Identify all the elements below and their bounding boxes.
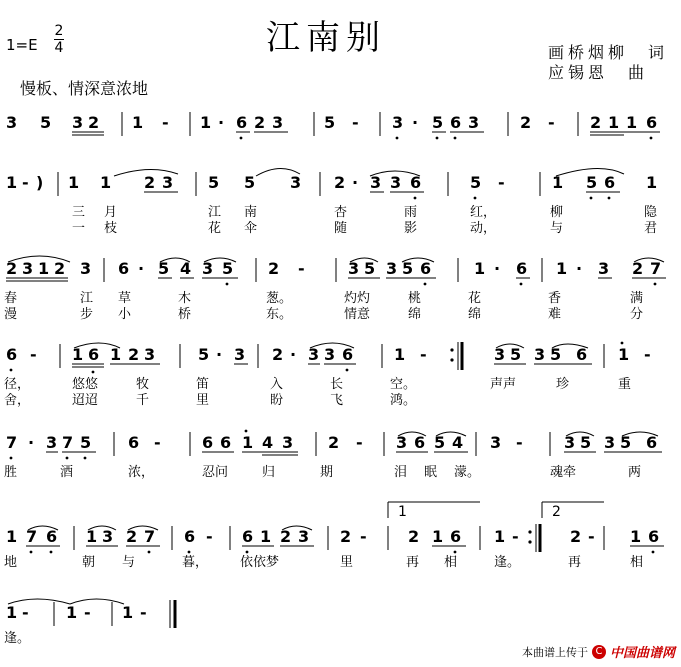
svg-text:3: 3 — [468, 113, 480, 132]
svg-text:·: · — [352, 173, 359, 192]
svg-text:伞: 伞 — [244, 221, 258, 236]
svg-text:-: - — [22, 603, 29, 622]
svg-text:酒: 酒 — [60, 465, 74, 480]
svg-text:·: · — [576, 259, 583, 278]
svg-text:5: 5 — [364, 259, 376, 278]
svg-text:依依梦: 依依梦 — [240, 555, 280, 570]
svg-text:魂牵: 魂牵 — [550, 465, 577, 480]
staff-row-6 — [0, 498, 681, 570]
svg-text:6: 6 — [88, 345, 100, 364]
svg-text:红，: 红， — [470, 205, 497, 220]
svg-text:7: 7 — [62, 433, 74, 452]
svg-text:2: 2 — [328, 433, 340, 452]
svg-text:再: 再 — [406, 555, 420, 570]
svg-text:2: 2 — [6, 259, 18, 278]
svg-text:-: - — [644, 345, 651, 364]
svg-text:1: 1 — [608, 113, 620, 132]
svg-text:3: 3 — [162, 173, 174, 192]
svg-text:6: 6 — [342, 345, 354, 364]
svg-text:1: 1 — [86, 527, 98, 546]
svg-text:5: 5 — [402, 259, 414, 278]
svg-text:6: 6 — [410, 173, 422, 192]
svg-text:4: 4 — [180, 259, 192, 278]
svg-text:3: 3 — [308, 345, 320, 364]
svg-text:-: - — [298, 259, 305, 278]
site-name[interactable]: 中国曲谱网 — [609, 646, 675, 661]
tempo-marking: 慢板、情深意浓地 — [20, 79, 149, 98]
svg-text:2: 2 — [268, 259, 280, 278]
staff-row-2 — [0, 168, 681, 236]
svg-text:-: - — [206, 527, 213, 546]
svg-text:3: 3 — [534, 345, 546, 364]
svg-text:6: 6 — [450, 113, 462, 132]
svg-text:6: 6 — [450, 527, 462, 546]
svg-text:3: 3 — [80, 259, 92, 278]
svg-text:柳: 柳 — [550, 205, 564, 220]
svg-text:3: 3 — [272, 113, 284, 132]
svg-text:1: 1 — [494, 527, 506, 546]
svg-text:6: 6 — [6, 345, 18, 364]
svg-text:难: 难 — [548, 307, 562, 322]
svg-text:忍问: 忍问 — [202, 465, 229, 480]
svg-text:5: 5 — [80, 433, 92, 452]
svg-text:1: 1 — [630, 527, 642, 546]
svg-text:小: 小 — [118, 307, 132, 322]
svg-text:6: 6 — [516, 259, 528, 278]
svg-text:逢。: 逢。 — [4, 631, 31, 646]
svg-text:1: 1 — [100, 173, 112, 192]
svg-text:5: 5 — [222, 259, 234, 278]
svg-text:5: 5 — [510, 345, 522, 364]
lyricist: 画桥烟柳 词 — [548, 43, 669, 62]
svg-text:5: 5 — [158, 259, 170, 278]
svg-text:2: 2 — [590, 113, 602, 132]
svg-text:·: · — [412, 113, 419, 132]
staff-row-3 — [0, 254, 681, 322]
svg-text:-: - — [162, 113, 169, 132]
svg-text:3: 3 — [348, 259, 360, 278]
svg-text:·: · — [28, 433, 35, 452]
svg-text:3: 3 — [386, 259, 398, 278]
svg-text:-: - — [512, 527, 519, 546]
svg-text:-: - — [154, 433, 161, 452]
svg-text:2: 2 — [570, 527, 582, 546]
svg-text:-: - — [516, 433, 523, 452]
svg-text:1: 1 — [556, 259, 568, 278]
svg-text:暮，: 暮， — [182, 555, 209, 570]
staff-row-5 — [0, 428, 681, 480]
svg-text:葱。: 葱。 — [266, 291, 293, 306]
svg-text:2: 2 — [408, 527, 420, 546]
staff-row-6-marks — [0, 498, 681, 568]
svg-text:1: 1 — [72, 345, 84, 364]
svg-text:再: 再 — [568, 555, 582, 570]
footer — [522, 642, 675, 661]
svg-text:枝: 枝 — [104, 221, 118, 236]
svg-text:-: - — [30, 345, 37, 364]
svg-text:4: 4 — [262, 433, 274, 452]
key-signature: 1=E — [6, 36, 38, 54]
staff-row-7 — [0, 592, 681, 646]
time-signature — [54, 24, 64, 55]
svg-text:1: 1 — [200, 113, 212, 132]
svg-text:径，: 径， — [4, 377, 31, 392]
svg-text:-: - — [22, 173, 29, 192]
svg-text:6: 6 — [646, 433, 658, 452]
svg-text:6: 6 — [420, 259, 432, 278]
svg-text:鸿。: 鸿。 — [390, 393, 417, 408]
svg-text:): ) — [36, 173, 44, 192]
staff-row-5-marks — [0, 428, 681, 484]
svg-text:·: · — [216, 345, 223, 364]
svg-text:江: 江 — [80, 291, 94, 306]
svg-text:1: 1 — [626, 113, 638, 132]
svg-text:3: 3 — [324, 345, 336, 364]
svg-text:5: 5 — [550, 345, 562, 364]
svg-text:3: 3 — [102, 527, 114, 546]
svg-text:·: · — [494, 259, 501, 278]
svg-text:春: 春 — [4, 291, 18, 306]
svg-text:2: 2 — [126, 527, 138, 546]
svg-text:5: 5 — [470, 173, 482, 192]
staff-row-7-marks — [0, 592, 300, 646]
time-top: 2 — [54, 23, 64, 39]
svg-text:3: 3 — [604, 433, 616, 452]
svg-text:-: - — [352, 113, 359, 132]
svg-text:3: 3 — [494, 345, 506, 364]
svg-text:江: 江 — [208, 205, 222, 220]
svg-text:飞: 飞 — [330, 393, 344, 408]
svg-text:7: 7 — [26, 527, 38, 546]
svg-text:珍: 珍 — [556, 377, 570, 392]
svg-text:-: - — [360, 527, 367, 546]
svg-text:6: 6 — [576, 345, 588, 364]
svg-text:2: 2 — [520, 113, 532, 132]
svg-text:3: 3 — [370, 173, 382, 192]
svg-text:-: - — [498, 173, 505, 192]
svg-text:千: 千 — [136, 393, 150, 408]
svg-text:6: 6 — [646, 113, 658, 132]
svg-text:满: 满 — [630, 291, 644, 306]
svg-text:7: 7 — [144, 527, 156, 546]
svg-text:·: · — [290, 345, 297, 364]
svg-text:6: 6 — [46, 527, 58, 546]
svg-text:2: 2 — [334, 173, 346, 192]
svg-text:6: 6 — [242, 527, 254, 546]
svg-text:入: 入 — [270, 377, 284, 392]
svg-text:3: 3 — [390, 173, 402, 192]
svg-text:空。: 空。 — [390, 377, 417, 392]
svg-text:影: 影 — [404, 221, 418, 236]
svg-text:濛。: 濛。 — [454, 465, 481, 480]
svg-text:7: 7 — [6, 433, 18, 452]
time-bottom: 4 — [54, 40, 64, 56]
svg-text:悠悠: 悠悠 — [72, 377, 99, 392]
svg-text:1: 1 — [68, 173, 80, 192]
svg-text:浓，: 浓， — [128, 465, 155, 480]
svg-text:杏: 杏 — [334, 205, 348, 220]
svg-text:1: 1 — [6, 603, 18, 622]
svg-text:6: 6 — [220, 433, 232, 452]
svg-text:5: 5 — [244, 173, 256, 192]
svg-text:1: 1 — [6, 173, 18, 192]
svg-text:5: 5 — [208, 173, 220, 192]
svg-text:-: - — [356, 433, 363, 452]
svg-text:7: 7 — [650, 259, 662, 278]
svg-text:5: 5 — [432, 113, 444, 132]
staff-row-4 — [0, 340, 681, 408]
svg-text:·: · — [138, 259, 145, 278]
svg-text:香: 香 — [548, 291, 562, 306]
svg-text:绵: 绵 — [468, 307, 482, 322]
svg-text:一: 一 — [72, 221, 86, 236]
svg-text:5: 5 — [580, 433, 592, 452]
svg-text:与: 与 — [122, 555, 136, 570]
svg-text:5: 5 — [40, 113, 52, 132]
song-title: 江南别 — [266, 18, 386, 58]
volta-1: 1 — [398, 504, 407, 520]
svg-text:5: 5 — [434, 433, 446, 452]
svg-text:逢。: 逢。 — [494, 555, 521, 570]
svg-text:牧: 牧 — [136, 377, 150, 392]
svg-text:3: 3 — [396, 433, 408, 452]
svg-text:南: 南 — [244, 205, 258, 220]
svg-text:3: 3 — [22, 259, 34, 278]
svg-text:1: 1 — [38, 259, 50, 278]
staff-row-3-marks — [0, 254, 681, 324]
svg-text:3: 3 — [282, 433, 294, 452]
svg-text:三: 三 — [72, 205, 86, 220]
svg-text:3: 3 — [202, 259, 214, 278]
svg-text:1: 1 — [66, 603, 78, 622]
svg-text:隐: 隐 — [644, 205, 658, 220]
svg-text:·: · — [218, 113, 225, 132]
svg-text:5: 5 — [620, 433, 632, 452]
svg-text:1: 1 — [618, 345, 630, 364]
staff-row-4-marks — [0, 340, 681, 410]
staff-row-2-marks — [0, 168, 681, 238]
svg-text:相: 相 — [630, 555, 644, 570]
svg-text:3: 3 — [298, 527, 310, 546]
svg-text:声声: 声声 — [490, 377, 517, 392]
svg-text:1: 1 — [110, 345, 122, 364]
svg-text:里: 里 — [196, 393, 210, 408]
svg-text:2: 2 — [54, 259, 66, 278]
svg-text:2: 2 — [144, 173, 156, 192]
svg-text:眠: 眠 — [424, 465, 438, 480]
svg-text:2: 2 — [340, 527, 352, 546]
svg-text:漫: 漫 — [4, 307, 18, 322]
svg-text:6: 6 — [118, 259, 130, 278]
svg-text:月: 月 — [104, 205, 118, 220]
svg-text:6: 6 — [184, 527, 196, 546]
svg-text:桥: 桥 — [178, 307, 192, 322]
svg-text:相: 相 — [444, 555, 458, 570]
svg-text:胜: 胜 — [4, 465, 18, 480]
svg-text:笛: 笛 — [196, 377, 210, 392]
footer-text: 本曲谱上传于 — [521, 645, 588, 659]
svg-text:2: 2 — [254, 113, 266, 132]
staff-row-1-marks — [0, 108, 681, 148]
svg-text:-: - — [420, 345, 427, 364]
svg-text:-: - — [548, 113, 555, 132]
svg-text:3: 3 — [144, 345, 156, 364]
svg-text:2: 2 — [272, 345, 284, 364]
svg-text:草: 草 — [118, 291, 132, 306]
svg-text:2: 2 — [280, 527, 292, 546]
svg-text:5: 5 — [324, 113, 336, 132]
svg-text:3: 3 — [564, 433, 576, 452]
svg-text:君: 君 — [644, 221, 658, 236]
svg-text:1: 1 — [6, 527, 18, 546]
site-logo-icon: C — [592, 645, 606, 659]
volta-2: 2 — [552, 504, 561, 520]
svg-text:朝: 朝 — [82, 555, 96, 570]
svg-text:4: 4 — [452, 433, 464, 452]
svg-text:6: 6 — [604, 173, 616, 192]
svg-text:1: 1 — [132, 113, 144, 132]
svg-text:动，: 动， — [470, 221, 497, 236]
svg-text:舍，: 舍， — [4, 393, 31, 408]
svg-text:-: - — [588, 527, 595, 546]
svg-text:3: 3 — [72, 113, 84, 132]
svg-text:归: 归 — [262, 465, 276, 480]
svg-text:6: 6 — [128, 433, 140, 452]
staff-row-1 — [0, 108, 681, 150]
svg-text:1: 1 — [260, 527, 272, 546]
svg-text:2: 2 — [128, 345, 140, 364]
svg-text:泪: 泪 — [394, 465, 408, 480]
svg-text:1: 1 — [432, 527, 444, 546]
svg-text:6: 6 — [414, 433, 426, 452]
svg-text:1: 1 — [474, 259, 486, 278]
svg-text:3: 3 — [46, 433, 58, 452]
svg-text:3: 3 — [290, 173, 302, 192]
svg-text:长: 长 — [330, 377, 344, 392]
svg-text:6: 6 — [236, 113, 248, 132]
svg-text:分: 分 — [630, 307, 644, 322]
svg-text:花: 花 — [468, 291, 482, 306]
svg-text:1: 1 — [122, 603, 134, 622]
svg-text:5: 5 — [198, 345, 210, 364]
svg-text:3: 3 — [598, 259, 610, 278]
svg-text:迢迢: 迢迢 — [72, 393, 99, 408]
svg-text:地: 地 — [4, 555, 18, 570]
svg-text:重: 重 — [618, 377, 632, 392]
svg-text:绵: 绵 — [408, 307, 422, 322]
svg-text:3: 3 — [6, 113, 18, 132]
svg-text:与: 与 — [550, 221, 564, 236]
svg-text:桃: 桃 — [408, 291, 422, 306]
composer: 应锡恩 曲 — [548, 63, 649, 82]
svg-text:盼: 盼 — [270, 393, 284, 408]
svg-text:两: 两 — [628, 465, 642, 480]
svg-text:5: 5 — [586, 173, 598, 192]
svg-text:1: 1 — [552, 173, 564, 192]
svg-text:步: 步 — [80, 307, 94, 322]
svg-text:3: 3 — [234, 345, 246, 364]
svg-text:东。: 东。 — [266, 307, 293, 322]
svg-text:2: 2 — [88, 113, 100, 132]
svg-text:-: - — [84, 603, 91, 622]
svg-text:期: 期 — [320, 465, 334, 480]
svg-text:木: 木 — [178, 291, 192, 306]
svg-text:-: - — [140, 603, 147, 622]
svg-text:灼灼: 灼灼 — [344, 291, 371, 306]
svg-text:1: 1 — [394, 345, 406, 364]
svg-text:花: 花 — [208, 221, 222, 236]
svg-text:里: 里 — [340, 555, 354, 570]
svg-text:3: 3 — [392, 113, 404, 132]
svg-text:2: 2 — [632, 259, 644, 278]
svg-text:3: 3 — [490, 433, 502, 452]
svg-text:6: 6 — [648, 527, 660, 546]
svg-text:情意: 情意 — [344, 307, 371, 322]
svg-text:6: 6 — [202, 433, 214, 452]
svg-text:随: 随 — [334, 221, 348, 236]
svg-text:1: 1 — [242, 433, 254, 452]
svg-text:雨: 雨 — [404, 205, 418, 220]
svg-text:1: 1 — [646, 173, 658, 192]
